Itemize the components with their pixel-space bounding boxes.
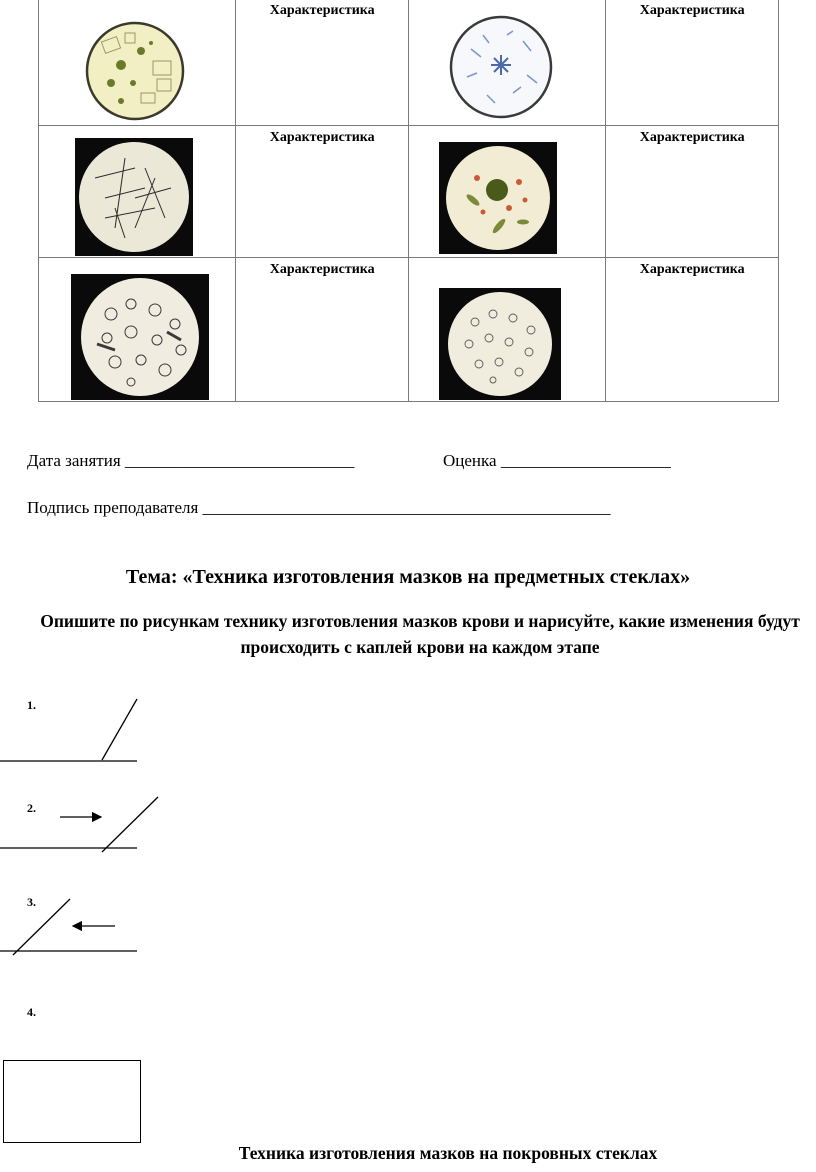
characteristic-label: Характеристика xyxy=(639,130,745,145)
teacher-signature-field[interactable]: Подпись преподавателя ________________________________________________ xyxy=(27,498,611,517)
characteristic-label: Характеристика xyxy=(639,262,745,277)
characteristic-label: Характеристика xyxy=(269,262,375,277)
step-label: 1. xyxy=(27,698,36,712)
topic-heading: Тема: «Техника изготовления мазков на предметных стеклах» xyxy=(125,566,691,588)
grade-field[interactable]: Оценка ____________________ xyxy=(443,451,671,470)
drawing-box[interactable] xyxy=(3,1060,141,1143)
spreader-glass xyxy=(102,699,137,760)
characteristic-label: Характеристика xyxy=(269,130,375,145)
instruction-text: Опишите по рисункам технику изготовления мазков крови и нарисуйте, какие изменения будут происходить с каплей крови на каждом этапе xyxy=(40,611,800,657)
spreader-glass xyxy=(102,797,158,852)
step-label: 4. xyxy=(27,1005,36,1019)
step-label: 2. xyxy=(27,801,36,815)
lesson-date-field[interactable]: Дата занятия ___________________________ xyxy=(27,451,355,470)
next-section-title: Техника изготовления мазков на покровных стеклах xyxy=(238,1143,658,1163)
characteristic-label: Характеристика xyxy=(639,3,745,18)
spreader-glass xyxy=(13,899,70,955)
step-label: 3. xyxy=(27,895,36,909)
characteristic-label: Характеристика xyxy=(269,3,375,18)
